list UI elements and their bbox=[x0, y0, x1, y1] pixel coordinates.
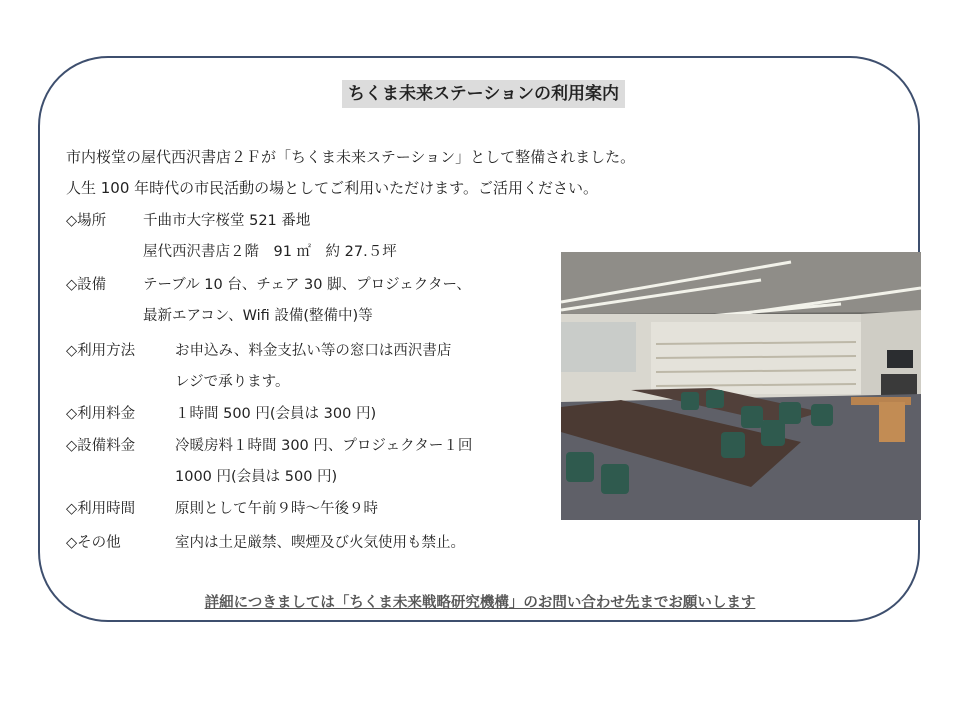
label-hours: ◇利用時間 bbox=[66, 501, 136, 517]
page-title: ちくま未来ステーションの利用案内 bbox=[342, 80, 625, 108]
label-equipment-fee: ◇設備料金 bbox=[66, 438, 136, 454]
intro-line-1: 市内桜堂の屋代西沢書店２Ｆが「ちくま未来ステーション」として整備されました。 bbox=[66, 148, 636, 166]
other-line-1: 室内は土足厳禁、喫煙及び火気使用も禁止。 bbox=[175, 535, 465, 551]
usage-method-line-2: レジで承ります。 bbox=[175, 374, 290, 390]
usage-fee-line-1: １時間 500 円(会員は 300 円) bbox=[175, 406, 377, 422]
label-location: ◇場所 bbox=[66, 213, 107, 229]
equipment-line-2: 最新エアコン、Wifi 設備(整備中)等 bbox=[143, 308, 373, 324]
intro-line-2: 人生 100 年時代の市民活動の場としてご利用いただけます。ご活用ください。 bbox=[66, 179, 598, 197]
equipment-fee-line-1: 冷暖房料１時間 300 円、プロジェクター１回 bbox=[175, 438, 473, 454]
location-line-2: 屋代西沢書店２階 91 ㎡ 約 27.５坪 bbox=[143, 244, 397, 260]
usage-method-line-1: お申込み、料金支払い等の窓口は西沢書店 bbox=[175, 343, 452, 359]
label-usage-fee: ◇利用料金 bbox=[66, 406, 136, 422]
equipment-line-1: テーブル 10 台、チェア 30 脚、プロジェクター、 bbox=[143, 277, 471, 293]
room-photo bbox=[561, 252, 921, 520]
footer-note: 詳細につきましては「ちくま未来戦略研究機構」のお問い合わせ先までお願いします bbox=[204, 595, 756, 611]
hours-line-1: 原則として午前９時～午後９時 bbox=[175, 501, 378, 517]
label-usage-method: ◇利用方法 bbox=[66, 343, 136, 359]
label-other: ◇その他 bbox=[66, 535, 121, 551]
equipment-fee-line-2: 1000 円(会員は 500 円) bbox=[175, 469, 338, 485]
label-equipment: ◇設備 bbox=[66, 277, 107, 293]
location-line-1: 千曲市大字桜堂 521 番地 bbox=[143, 213, 311, 229]
